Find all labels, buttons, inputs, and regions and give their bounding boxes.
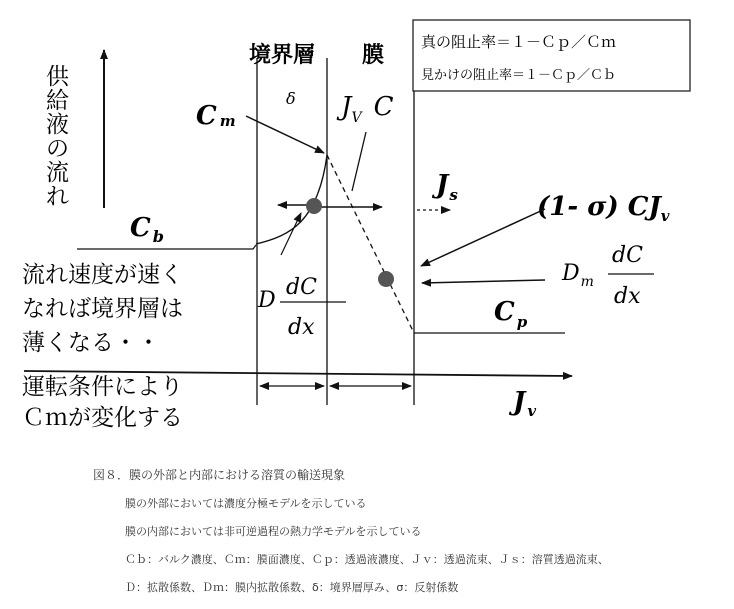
operation-note-line: 運転条件により: [22, 374, 183, 400]
jv-flux-subscript: v: [527, 402, 537, 420]
dm-dx-denominator: dx: [614, 284, 641, 309]
feed-flow-char: 液: [46, 112, 69, 138]
cb-subscript: b: [152, 227, 164, 246]
js-subscript: s: [449, 186, 458, 204]
figure-caption-title: 図８．膜の外部と内部における溶質の輸送現象: [93, 468, 346, 482]
cm-subscript: m: [219, 112, 236, 130]
membrane-diffusion-arrow: [422, 280, 545, 283]
cp-subscript: p: [516, 313, 528, 331]
sigma-term-arrow: [421, 209, 545, 266]
feed-flow-char: の: [46, 136, 69, 162]
delta-label: δ: [286, 89, 296, 108]
cp-label: C $_p$: [494, 297, 528, 331]
bulk-concentration-line: [77, 245, 256, 249]
js-label: $J_s$: [436, 170, 458, 204]
true-rejection-formula: 真の阻止率＝１－Ｃｐ／Ｃｍ: [421, 33, 617, 51]
feed-flow-label: [46, 64, 70, 210]
caption-line: Ｄ：拡散係数、Ｄｍ：膜内拡散係数、δ：境界層厚み、σ：反射係数: [125, 581, 459, 594]
d-label: D: [258, 288, 276, 313]
membrane-internal-profile: [327, 155, 414, 333]
feed-flow-char: 給: [46, 88, 69, 114]
dm-dc-numerator: dC: [612, 243, 643, 268]
sigma-term-subscript: v: [660, 207, 670, 225]
cm-label: Cm: [196, 101, 236, 131]
flow-speed-note: [22, 262, 183, 356]
flow-speed-note-line: 流れ速度が速く: [22, 262, 183, 288]
operation-note: [22, 374, 183, 431]
boundary-layer-header: 境界層: [249, 43, 316, 68]
cm-pointer-arrow: [246, 116, 324, 153]
operation-note-line: Ｃｍが変化する: [22, 405, 183, 431]
caption-line: 膜の内部においては非可逆過程の熱力学モデルを示している: [125, 525, 422, 538]
feed-flow-char: 流: [46, 160, 69, 186]
d-dc-numerator: dC: [286, 275, 317, 300]
flow-speed-note-line: 薄くなる・・: [22, 330, 160, 356]
cb-label: C $_b$: [130, 213, 164, 246]
jv-c-subscript: V: [351, 110, 362, 126]
flow-speed-note-line: なれば境界層は: [22, 296, 183, 322]
membrane-header: 膜: [362, 43, 385, 68]
feed-flow-char: れ: [46, 184, 69, 210]
sigma-term-label: (1- σ) $CJ_v$: [537, 192, 670, 225]
dm-label: $D_m$: [562, 261, 594, 290]
jv-c-label: $J_V$ C: [341, 92, 394, 126]
solute-particle-boundary: [306, 198, 322, 214]
d-dx-denominator: dx: [288, 315, 315, 340]
apparent-rejection-formula: 見かけの阻止率＝１－Ｃｐ／Ｃｂ: [421, 68, 617, 83]
dm-subscript: m: [580, 274, 594, 290]
caption-line: 膜の外部においては濃度分極モデルを示している: [125, 497, 367, 510]
caption-line: Ｃｂ：バルク濃度、Ｃｍ：膜面濃度、Ｃｐ：透過液濃度、Ｊｖ：透過流束、Ｊｓ：溶質透過流束、: [125, 553, 609, 566]
feed-flow-char: 供: [46, 64, 69, 90]
jv-c-pointer: [352, 132, 366, 191]
jv-flux-label: J $_v$: [513, 387, 537, 420]
solute-particle-membrane: [378, 271, 394, 287]
